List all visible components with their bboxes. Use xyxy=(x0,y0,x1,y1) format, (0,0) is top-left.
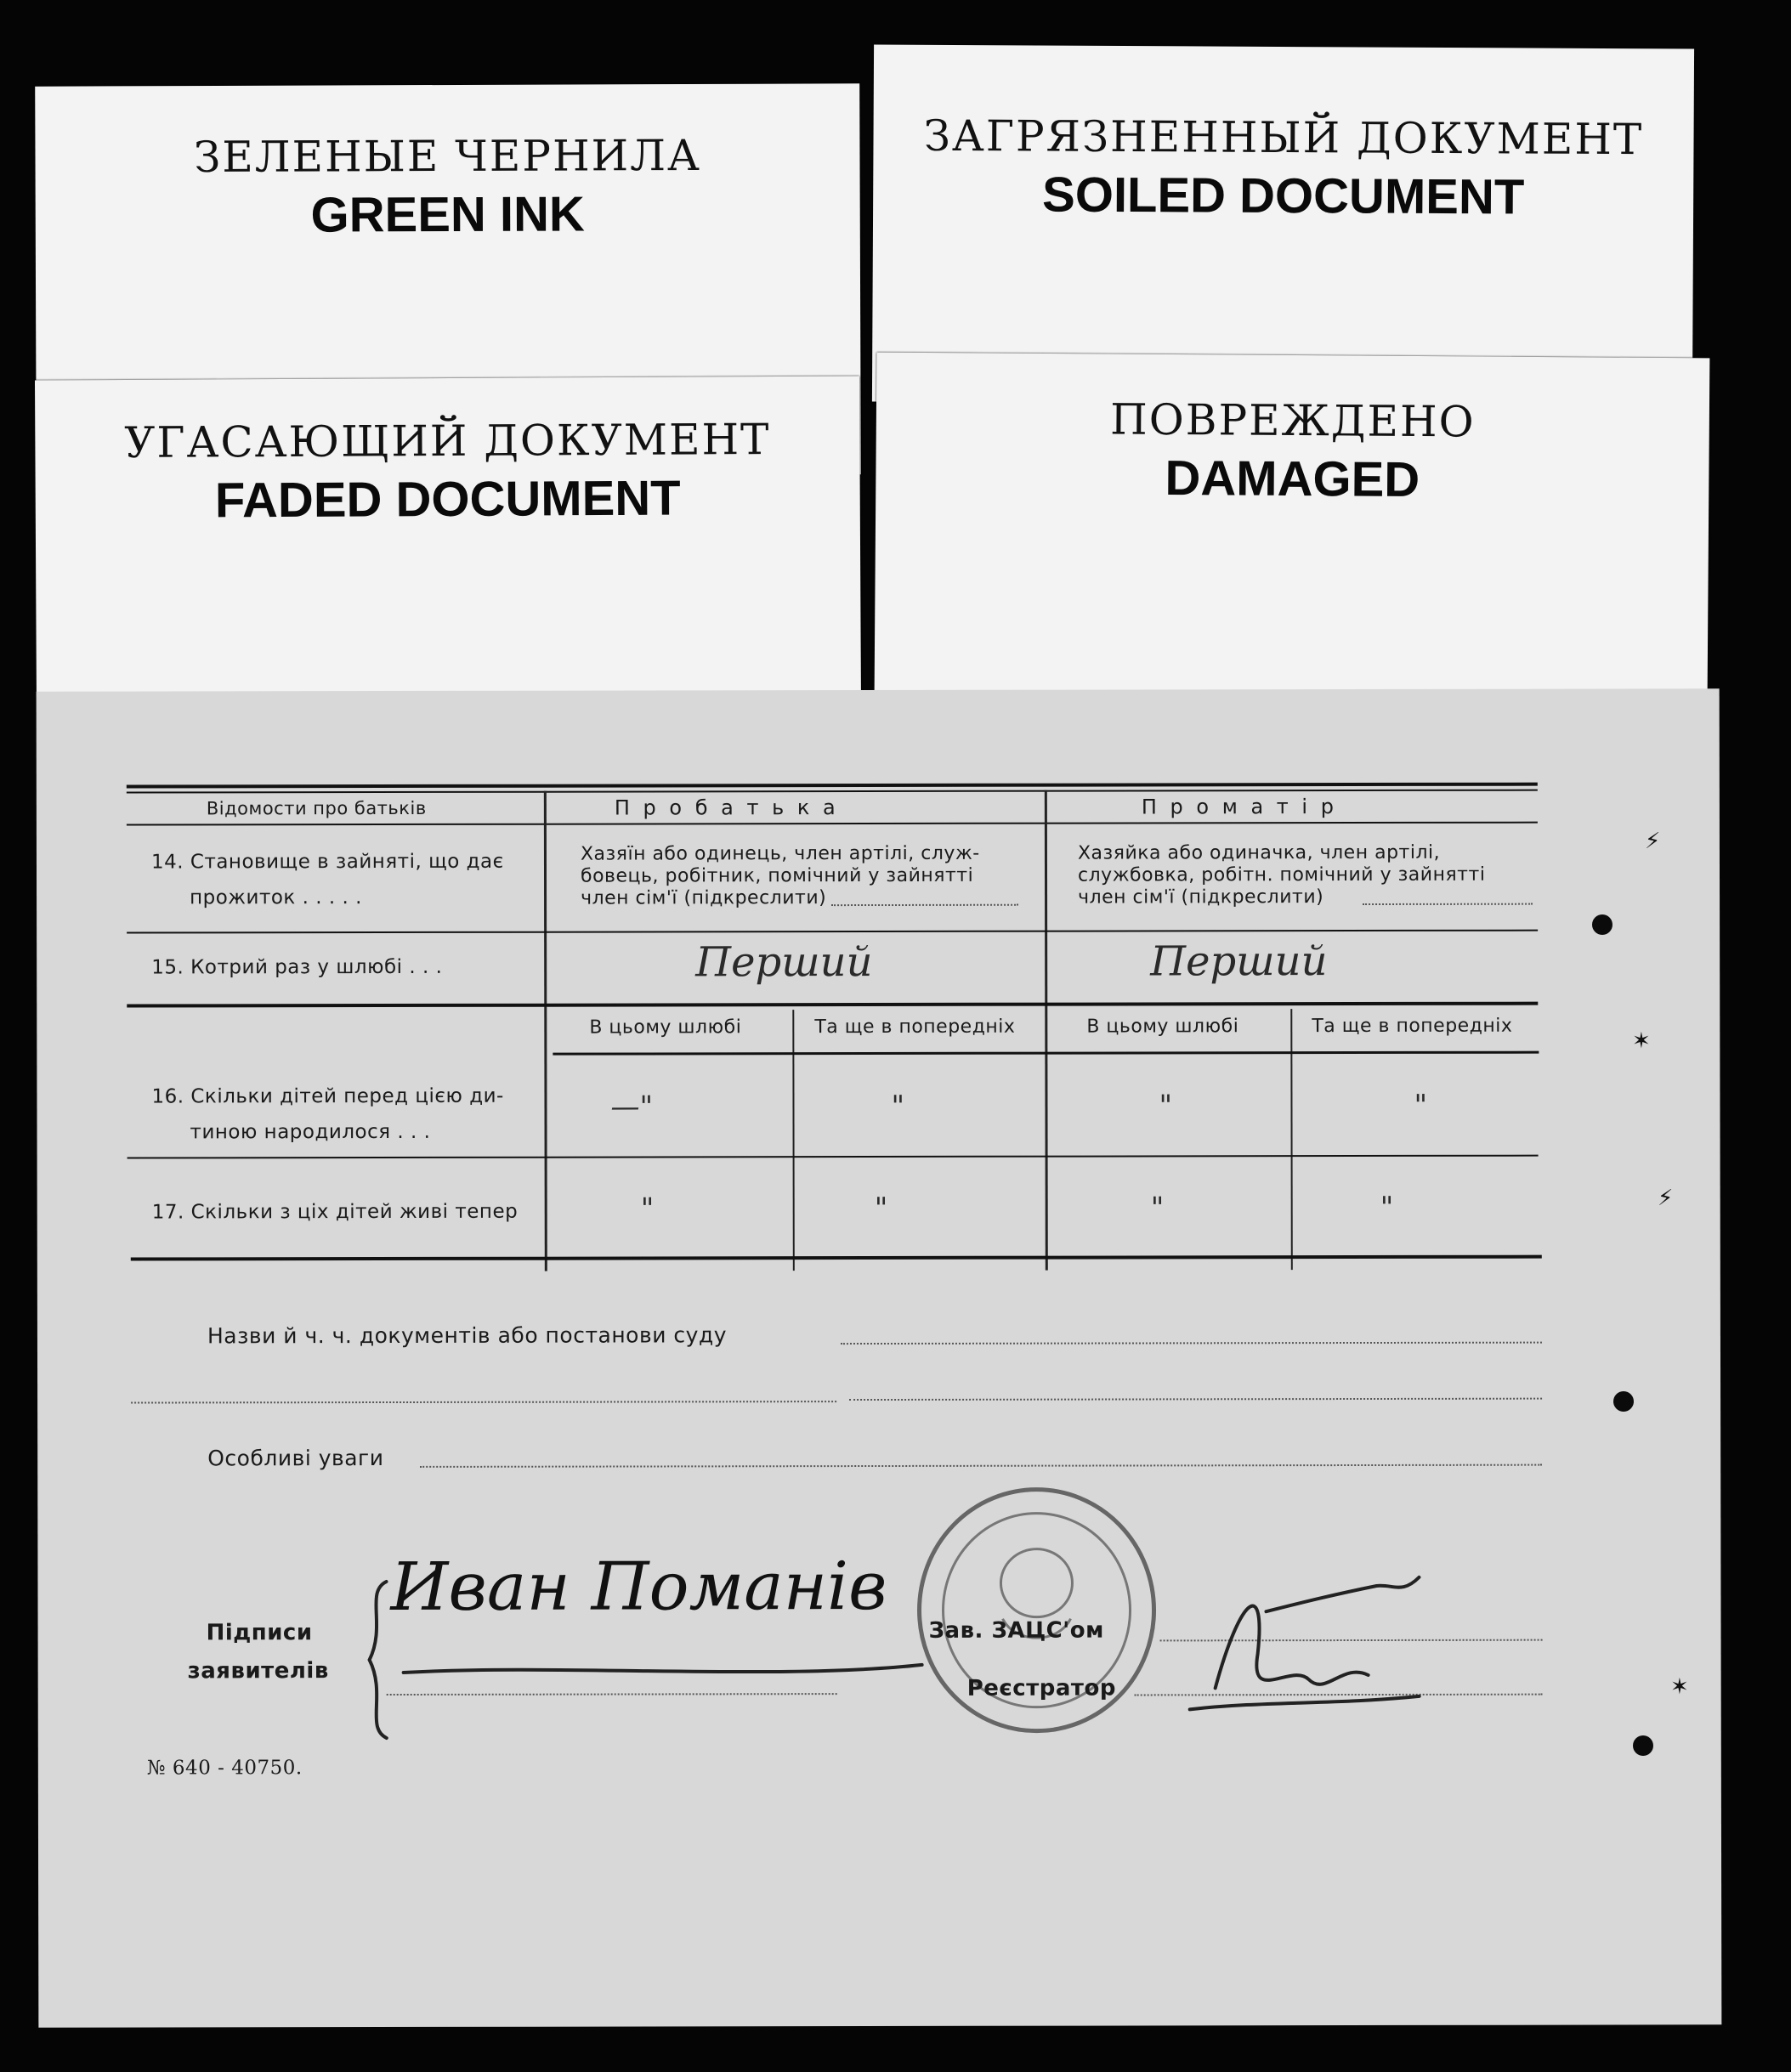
registrar-signature-icon xyxy=(1164,1560,1436,1731)
father-occupation-line: Хазяїн або одинець, член артілі, служ- xyxy=(580,842,980,865)
father-this-marriage-header: В цьому шлюбі xyxy=(589,1016,742,1039)
row-rule xyxy=(128,1155,1539,1159)
row-rule xyxy=(127,930,1538,934)
mother-this-marriage-header: В цьому шлюбі xyxy=(1086,1016,1239,1038)
table-top-rule xyxy=(127,790,1538,794)
row14-label-cont: прожиток . . . . . xyxy=(190,886,362,909)
tear-mark-icon: ⚡ xyxy=(1645,829,1661,854)
children-before-father-prev: " xyxy=(891,1089,905,1124)
row17-label: 17. Скільки з ціх дітей живі тепер xyxy=(151,1200,519,1224)
registration-form xyxy=(37,688,1722,2027)
card-title-en: GREEN INK xyxy=(310,186,585,243)
card-title-en: DAMAGED xyxy=(1165,450,1420,508)
tear-mark-icon: ⚡ xyxy=(1658,1186,1674,1211)
binding-hole-icon xyxy=(1613,1391,1634,1412)
row16-label: 16. Скільки дітей перед цією ди- xyxy=(151,1084,504,1108)
header-mother: П р о м а т і р xyxy=(1141,795,1337,819)
children-before-mother-prev: " xyxy=(1414,1088,1428,1123)
children-before-mother-this: " xyxy=(1159,1089,1173,1124)
column-divider xyxy=(792,1010,795,1271)
header-father: П р о б а т ь к а xyxy=(614,795,839,820)
soiled-document-card xyxy=(872,44,1694,405)
registrar-label: Реєстратор xyxy=(966,1675,1117,1701)
fill-line xyxy=(420,1464,1542,1468)
father-marriage-count: Перший xyxy=(695,938,873,987)
mother-previous-header: Та ще в попередніх xyxy=(1312,1015,1513,1038)
signatures-label-cont: заявителів xyxy=(187,1658,329,1684)
signatures-label: Підписи xyxy=(206,1620,313,1646)
remarks-label: Особливі уваги xyxy=(207,1446,384,1471)
column-divider xyxy=(1290,1009,1293,1270)
applicant-signature: Иван Поманів xyxy=(390,1548,887,1627)
children-alive-mother-this: " xyxy=(1150,1191,1165,1226)
card-title-ru: ЗАГРЯЗНЕННЫЙ ДОКУМЕНТ xyxy=(923,110,1644,165)
fill-line xyxy=(831,904,1018,906)
mother-marriage-count: Перший xyxy=(1150,937,1328,986)
row15-label: 15. Котрий раз у шлюбі . . . xyxy=(151,955,443,979)
tear-mark-icon: ✶ xyxy=(1632,1028,1651,1054)
mother-occupation-line: службовка, робітн. помічний у зайнятті xyxy=(1077,863,1486,886)
mother-occupation-line: член сім'ї (підкреслити) xyxy=(1078,886,1324,909)
children-alive-father-this: " xyxy=(640,1192,655,1226)
children-alive-mother-prev: " xyxy=(1380,1190,1394,1225)
card-title-ru: ПОВРЕЖДЕНО xyxy=(1109,394,1476,447)
header-rule xyxy=(127,822,1538,826)
tear-mark-icon: ✶ xyxy=(1670,1674,1689,1700)
damaged-card xyxy=(875,353,1710,699)
mother-occupation-line: Хазяйка або одиначка, член артілі, xyxy=(1077,841,1441,864)
column-divider xyxy=(1045,790,1048,1271)
children-alive-father-prev: " xyxy=(874,1191,888,1226)
children-before-father-this: —" xyxy=(610,1090,654,1124)
fill-line xyxy=(841,1342,1542,1345)
card-title-en: SOILED DOCUMENT xyxy=(1041,167,1525,225)
fill-line xyxy=(849,1398,1542,1401)
documents-label: Назви й ч. ч. документів або постанови суду xyxy=(207,1322,728,1349)
father-occupation-line: бовець, робітник, помічний у зайнятті xyxy=(580,864,974,887)
column-divider xyxy=(544,791,547,1271)
binding-hole-icon xyxy=(1592,914,1612,935)
faded-document-card xyxy=(35,376,861,711)
row16-label-cont: тиною народилося . . . xyxy=(190,1120,431,1144)
card-title-en: FADED DOCUMENT xyxy=(214,470,681,529)
form-number: № 640 - 40750. xyxy=(146,1757,303,1780)
fill-line xyxy=(1363,903,1533,905)
binding-hole-icon xyxy=(1633,1735,1653,1756)
row-rule xyxy=(127,1002,1538,1008)
father-previous-header: Та ще в попередніх xyxy=(814,1016,1016,1039)
head-of-registry-label: Зав. ЗАЦС'ом xyxy=(928,1617,1104,1644)
header-parents-info: Відомости про батьків xyxy=(206,797,427,819)
father-occupation-line: член сім'ї (підкреслити) xyxy=(581,887,827,909)
table-top-rule xyxy=(127,783,1538,789)
fill-line xyxy=(131,1401,836,1403)
row14-label: 14. Становище в зайняті, що дає xyxy=(150,850,504,874)
table-bottom-rule xyxy=(131,1255,1542,1261)
card-title-ru: УГАСАЮЩИЙ ДОКУМЕНТ xyxy=(124,415,771,467)
card-title-ru: ЗЕЛЕНЫЕ ЧЕРНИЛА xyxy=(194,130,701,183)
fill-line xyxy=(387,1693,837,1696)
signature-underline-icon xyxy=(395,1646,931,1690)
